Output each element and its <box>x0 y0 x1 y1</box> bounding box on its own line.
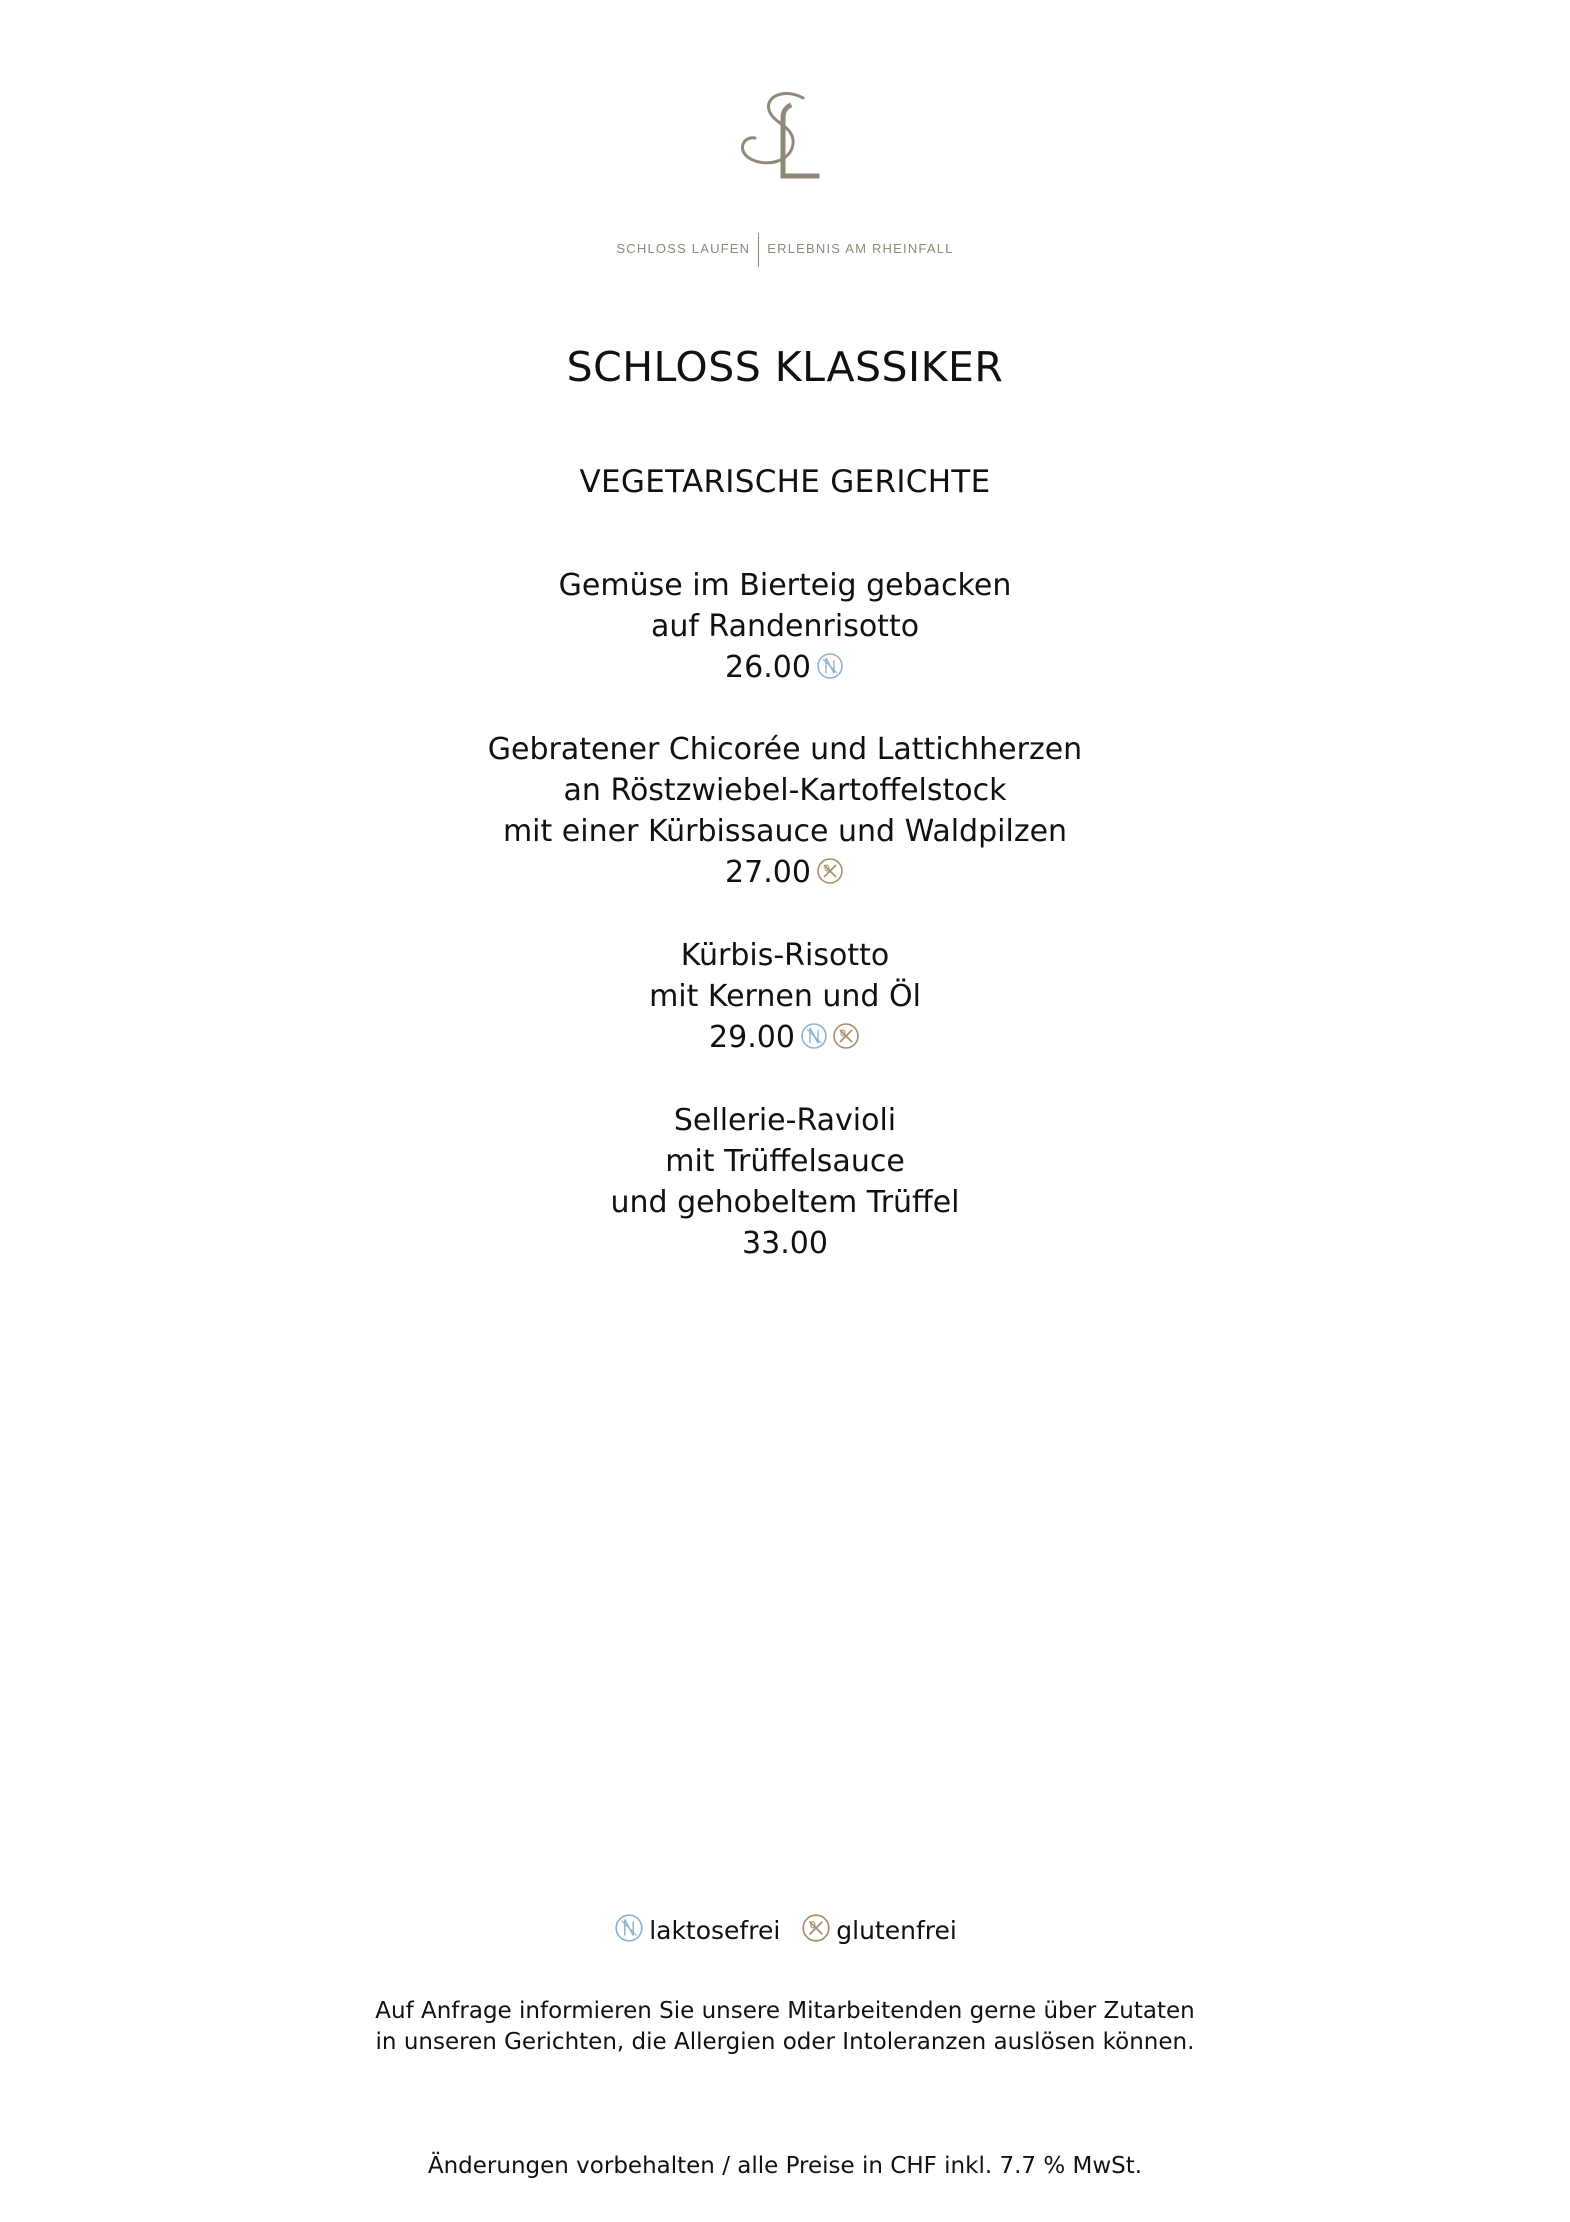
brand-tagline <box>0 233 1570 267</box>
section-title: VEGETARISCHE GERICHTE <box>579 464 991 500</box>
legend-item-gluten-free <box>800 1912 957 1945</box>
dish-line: an Röstzwiebel-Kartoffelstock <box>563 773 1007 808</box>
allergen-legend <box>0 1912 1570 1945</box>
tagline-left: SCHLOSS LAUFEN <box>616 241 751 256</box>
legend-label: laktosefrei <box>649 1916 781 1945</box>
dish-line: Sellerie-Ravioli <box>673 1103 897 1138</box>
notice-line: in unseren Gerichten, die Allergien oder Intoleranzen auslösen können. <box>375 2029 1195 2055</box>
gluten-free-icon <box>831 1021 861 1051</box>
dish-item <box>0 565 1570 688</box>
legend-label: glutenfrei <box>836 1916 957 1945</box>
tagline-right: ERLEBNIS AM RHEINFALL <box>767 241 954 256</box>
dish-item <box>0 935 1570 1058</box>
schloss-laufen-logo <box>725 88 845 188</box>
dish-price: 29.00 <box>709 1020 795 1055</box>
dish-item <box>0 1100 1570 1264</box>
dish-price: 27.00 <box>725 855 811 890</box>
dish-line: mit Trüffelsauce <box>665 1144 905 1179</box>
dish-line: mit einer Kürbissauce und Waldpilzen <box>502 814 1068 849</box>
tagline-separator <box>758 233 759 267</box>
gluten-free-icon <box>815 856 845 886</box>
price-footer: Änderungen vorbehalten / alle Preise in CHF inkl. 7.7 % MwSt. <box>427 2153 1143 2179</box>
allergy-notice <box>0 1996 1570 2058</box>
dish-line: und gehobeltem Trüffel <box>610 1185 960 1220</box>
dish-line: Gemüse im Bierteig gebacken <box>558 568 1012 603</box>
notice-line: Auf Anfrage informieren Sie unsere Mitarbeitenden gerne über Zutaten <box>375 1998 1195 2024</box>
dish-price: 33.00 <box>742 1226 828 1261</box>
lactose-free-icon <box>799 1021 829 1051</box>
dish-line: mit Kernen und Öl <box>649 979 921 1014</box>
dish-line: auf Randenrisotto <box>650 609 920 644</box>
lactose-free-icon <box>815 651 845 681</box>
dish-price-line <box>0 852 1570 893</box>
dish-price-line <box>0 1017 1570 1058</box>
gluten-free-icon <box>800 1912 832 1944</box>
dish-line: Gebratener Chicorée und Lattichherzen <box>487 732 1083 767</box>
dish-item <box>0 729 1570 893</box>
dish-price: 26.00 <box>725 650 811 685</box>
dish-price-line <box>0 647 1570 688</box>
dish-line: Kürbis-Risotto <box>680 938 890 973</box>
legend-item-lactose-free <box>613 1912 780 1945</box>
lactose-free-icon <box>613 1912 645 1944</box>
page-title: SCHLOSS KLASSIKER <box>566 343 1004 391</box>
